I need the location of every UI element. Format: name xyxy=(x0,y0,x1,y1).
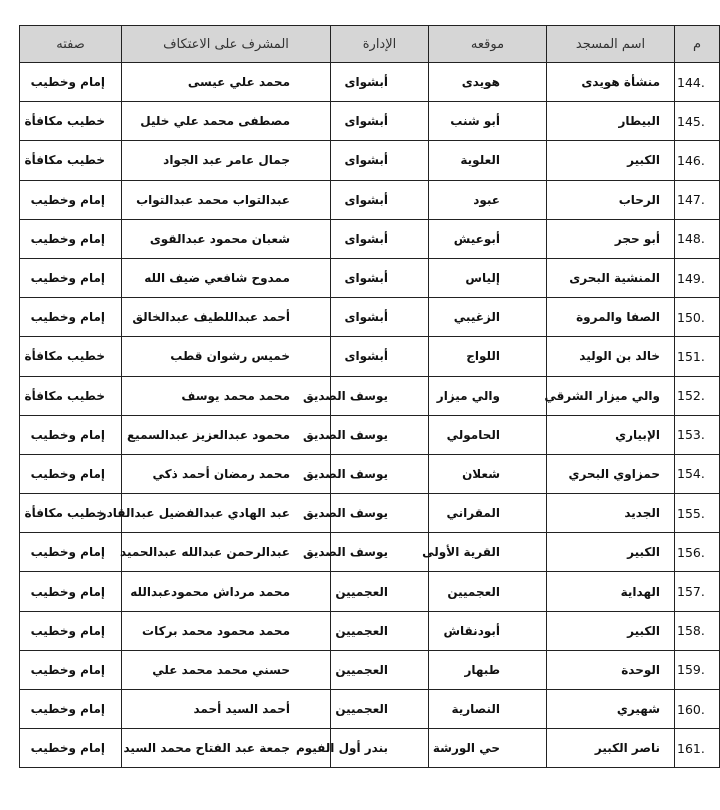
supervisor-name: محمد علي عيسى xyxy=(122,63,331,102)
table-row xyxy=(20,298,720,337)
table-row xyxy=(20,258,720,297)
table-header xyxy=(20,26,720,63)
table-row xyxy=(20,533,720,572)
supervisor-role: إمام وخطيب xyxy=(20,219,122,258)
mosque-location: اللواج xyxy=(429,337,547,376)
supervisor-role: إمام وخطيب xyxy=(20,298,122,337)
table-row xyxy=(20,415,720,454)
header-supervisor: المشرف على الاعتكاف xyxy=(122,26,331,63)
supervisor-name: ممدوح شافعي ضيف الله xyxy=(122,258,331,297)
row-number: 157. xyxy=(675,572,720,611)
table-row xyxy=(20,376,720,415)
row-number: 148. xyxy=(675,219,720,258)
supervisors-table xyxy=(19,25,720,768)
mosque-name: الجديد xyxy=(547,494,675,533)
supervisor-name: حسني محمد محمد علي xyxy=(122,650,331,689)
table-row xyxy=(20,572,720,611)
row-number: 147. xyxy=(675,180,720,219)
mosque-name: الرحاب xyxy=(547,180,675,219)
mosque-name: المنشية البحرى xyxy=(547,258,675,297)
mosque-name: حمزاوي البحري xyxy=(547,454,675,493)
row-number: 146. xyxy=(675,141,720,180)
mosque-location: طبهار xyxy=(429,650,547,689)
administration: العجميين xyxy=(331,611,429,650)
supervisor-role: إمام وخطيب xyxy=(20,533,122,572)
mosque-location: النصارية xyxy=(429,690,547,729)
administration: العجميين xyxy=(331,690,429,729)
mosque-name: أبو حجر xyxy=(547,219,675,258)
supervisor-role: خطيب مكافأة xyxy=(20,141,122,180)
mosque-location: والي ميزار xyxy=(429,376,547,415)
supervisor-role: إمام وخطيب xyxy=(20,572,122,611)
header-mosque: اسم المسجد xyxy=(547,26,675,63)
mosque-location: هويدى xyxy=(429,63,547,102)
table-row xyxy=(20,63,720,102)
mosque-location: المقراني xyxy=(429,494,547,533)
table-row xyxy=(20,337,720,376)
supervisor-name: جمعة عبد الفتاح محمد السيد xyxy=(122,729,331,768)
mosque-location: القرية الأولى xyxy=(429,533,547,572)
administration: أبشواى xyxy=(331,298,429,337)
mosque-location: العجميين xyxy=(429,572,547,611)
mosque-location: عبود xyxy=(429,180,547,219)
administration: يوسف الصديق xyxy=(331,454,429,493)
supervisor-name: عبد الهادي عبدالفضيل عبدالقادر xyxy=(122,494,331,533)
administration: يوسف الصديق xyxy=(331,494,429,533)
administration: أبشواى xyxy=(331,219,429,258)
row-number: 161. xyxy=(675,729,720,768)
mosque-name: منشأة هويدى xyxy=(547,63,675,102)
administration: أبشواى xyxy=(331,337,429,376)
row-number: 152. xyxy=(675,376,720,415)
row-number: 160. xyxy=(675,690,720,729)
administration: أبشواى xyxy=(331,258,429,297)
mosque-name: خالد بن الوليد xyxy=(547,337,675,376)
supervisor-name: محمد مرداش محمودعبدالله xyxy=(122,572,331,611)
row-number: 151. xyxy=(675,337,720,376)
mosque-location: أبو شنب xyxy=(429,102,547,141)
supervisor-role: خطيب مكافأة xyxy=(20,376,122,415)
header-admin: الإدارة xyxy=(331,26,429,63)
table-row xyxy=(20,494,720,533)
administration: العجميين xyxy=(331,572,429,611)
supervisor-role: إمام وخطيب xyxy=(20,454,122,493)
administration: العجميين xyxy=(331,650,429,689)
supervisor-role: إمام وخطيب xyxy=(20,690,122,729)
mosque-location: حي الورشة xyxy=(429,729,547,768)
table-row xyxy=(20,180,720,219)
row-number: 158. xyxy=(675,611,720,650)
administration: يوسف الصديق xyxy=(331,415,429,454)
supervisor-name: جمال عامر عبد الجواد xyxy=(122,141,331,180)
table-row xyxy=(20,219,720,258)
table-row xyxy=(20,650,720,689)
supervisor-name: أحمد السيد أحمد xyxy=(122,690,331,729)
table-row xyxy=(20,690,720,729)
mosque-location: إلياس xyxy=(429,258,547,297)
row-number: 149. xyxy=(675,258,720,297)
mosque-name: شهيري xyxy=(547,690,675,729)
supervisor-role: إمام وخطيب xyxy=(20,258,122,297)
supervisor-role: إمام وخطيب xyxy=(20,180,122,219)
supervisor-role: إمام وخطيب xyxy=(20,729,122,768)
document-page xyxy=(19,25,719,768)
supervisor-name: محمد محمد يوسف xyxy=(122,376,331,415)
administration: بندر أول الفيوم xyxy=(331,729,429,768)
mosque-name: الإبياري xyxy=(547,415,675,454)
row-number: 145. xyxy=(675,102,720,141)
supervisor-role: إمام وخطيب xyxy=(20,611,122,650)
mosque-name: الصفا والمروة xyxy=(547,298,675,337)
supervisor-name: عبدالتواب محمد عبدالتواب xyxy=(122,180,331,219)
table-row xyxy=(20,611,720,650)
mosque-name: البيطار xyxy=(547,102,675,141)
row-number: 153. xyxy=(675,415,720,454)
mosque-name: الكبير xyxy=(547,611,675,650)
supervisor-name: مصطفى محمد علي خليل xyxy=(122,102,331,141)
supervisor-name: خميس رشوان قطب xyxy=(122,337,331,376)
row-number: 155. xyxy=(675,494,720,533)
table-row xyxy=(20,729,720,768)
administration: أبشواى xyxy=(331,180,429,219)
supervisor-name: عبدالرحمن عبدالله عبدالحميد xyxy=(122,533,331,572)
table-row xyxy=(20,102,720,141)
table-row xyxy=(20,454,720,493)
row-number: 144. xyxy=(675,63,720,102)
mosque-location: الحامولي xyxy=(429,415,547,454)
administration: أبشواى xyxy=(331,102,429,141)
mosque-name: الهداية xyxy=(547,572,675,611)
mosque-location: الزغيبي xyxy=(429,298,547,337)
row-number: 159. xyxy=(675,650,720,689)
mosque-location: أبوعيش xyxy=(429,219,547,258)
mosque-location: العلوية xyxy=(429,141,547,180)
supervisor-name: محمد محمود محمد بركات xyxy=(122,611,331,650)
mosque-name: الوحدة xyxy=(547,650,675,689)
mosque-location: شعلان xyxy=(429,454,547,493)
mosque-name: الكبير xyxy=(547,141,675,180)
supervisor-role: خطيب مكافأة xyxy=(20,337,122,376)
supervisor-name: محمود عبدالعزيز عبدالسميع xyxy=(122,415,331,454)
supervisor-name: أحمد عبداللطيف عبدالخالق xyxy=(122,298,331,337)
row-number: 150. xyxy=(675,298,720,337)
header-role: صفته xyxy=(20,26,122,63)
row-number: 154. xyxy=(675,454,720,493)
table-row xyxy=(20,141,720,180)
row-number: 156. xyxy=(675,533,720,572)
administration: يوسف الصديق xyxy=(331,533,429,572)
supervisor-role: إمام وخطيب xyxy=(20,415,122,454)
supervisor-name: محمد رمضان أحمد ذكي xyxy=(122,454,331,493)
mosque-location: أبودنقاش xyxy=(429,611,547,650)
administration: أبشواى xyxy=(331,141,429,180)
supervisor-name: شعبان محمود عبدالقوى xyxy=(122,219,331,258)
supervisor-role: إمام وخطيب xyxy=(20,63,122,102)
administration: يوسف الصديق xyxy=(331,376,429,415)
supervisor-role: خطيب مكافأة xyxy=(20,102,122,141)
mosque-name: والي ميزار الشرقي xyxy=(547,376,675,415)
header-num: م xyxy=(675,26,720,63)
mosque-name: ناصر الكبير xyxy=(547,729,675,768)
table-body xyxy=(20,63,720,768)
mosque-name: الكبير xyxy=(547,533,675,572)
supervisor-role: خطيب مكافأة xyxy=(20,494,122,533)
supervisor-role: إمام وخطيب xyxy=(20,650,122,689)
administration: أبشواى xyxy=(331,63,429,102)
header-location: موقعه xyxy=(429,26,547,63)
